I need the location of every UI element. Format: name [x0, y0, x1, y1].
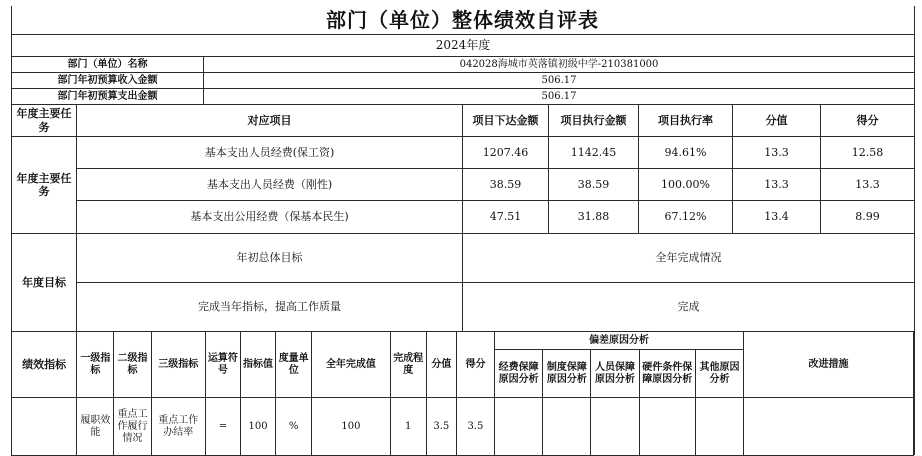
level3-header: 三级指标: [151, 332, 205, 398]
indicator-dev-system: [543, 398, 591, 456]
task-rate: 67.12%: [639, 201, 733, 234]
tasks-table: [11, 104, 915, 234]
tasks-section-header: 年度主要任务: [12, 105, 77, 137]
ind-score-header: 得分: [456, 332, 494, 398]
actual-header: 全年完成值: [312, 332, 390, 398]
indicator-actual: 100: [312, 398, 390, 456]
unit-name-value: 042028海城市英落镇初级中学-210381000: [204, 57, 915, 73]
indicator-level3: 重点工作办结率: [151, 398, 205, 456]
ind-score-value-header: 分值: [426, 332, 456, 398]
table-row: [12, 201, 915, 234]
completion-value: 完成: [463, 283, 915, 332]
completion-header: 全年完成情况: [463, 234, 915, 283]
rate-header: 项目执行率: [639, 105, 733, 137]
improve-header: 改进措施: [744, 332, 914, 398]
score-value-header: 分值: [733, 105, 821, 137]
indicator-score-value: 3.5: [426, 398, 456, 456]
degree-header: 完成程度: [390, 332, 426, 398]
executed-header: 项目执行金额: [549, 105, 639, 137]
dev-staff-header: 人员保障原因分析: [591, 350, 639, 398]
task-issued: 47.51: [463, 201, 549, 234]
info-table: [11, 34, 915, 105]
task-issued: 38.59: [463, 169, 549, 201]
indicator-operator: =: [205, 398, 240, 456]
unit-name-label: 部门（单位）名称: [12, 57, 204, 73]
task-executed: 1142.45: [549, 137, 639, 169]
indicators-label: 绩效指标: [12, 332, 77, 398]
year-label: 2024年度: [12, 35, 915, 57]
dev-hardware-header: 硬件条件保障原因分析: [639, 350, 695, 398]
task-issued: 1207.46: [463, 137, 549, 169]
tasks-section-label: 年度主要任务: [12, 137, 77, 234]
indicator-dev-hardware: [639, 398, 695, 456]
dev-other-header: 其他原因分析: [695, 350, 743, 398]
task-project: 基本支出公用经费（保基本民生): [77, 201, 463, 234]
deviation-header: 偏差原因分析: [495, 332, 744, 350]
level1-header: 一级指标: [77, 332, 114, 398]
task-rate: 94.61%: [639, 137, 733, 169]
indicator-score: 3.5: [456, 398, 494, 456]
sheet-title: 部门（单位）整体绩效自评表: [11, 6, 914, 35]
issued-header: 项目下达金额: [463, 105, 549, 137]
level2-header: 二级指标: [114, 332, 151, 398]
task-rate: 100.00%: [639, 169, 733, 201]
operator-header: 运算符号: [205, 332, 240, 398]
goals-label: 年度目标: [12, 234, 77, 332]
indicator-improve: [744, 398, 914, 456]
task-executed: 31.88: [549, 201, 639, 234]
table-row: [12, 137, 915, 169]
initial-goal-header: 年初总体目标: [77, 234, 463, 283]
goals-table: [11, 233, 915, 332]
initial-goal-value: 完成当年指标，提高工作质量: [77, 283, 463, 332]
indicator-degree: 1: [390, 398, 426, 456]
project-header: 对应项目: [77, 105, 463, 137]
indicator-spacer: [12, 398, 77, 456]
task-project: 基本支出人员经费(保工资): [77, 137, 463, 169]
task-score-value: 13.3: [733, 137, 821, 169]
indicator-dev-staff: [591, 398, 639, 456]
dev-funding-header: 经费保障原因分析: [495, 350, 543, 398]
indicators-table: [11, 331, 914, 456]
task-executed: 38.59: [549, 169, 639, 201]
indicator-target: 100: [240, 398, 275, 456]
income-value: 506.17: [204, 73, 915, 89]
task-score-value: 13.3: [733, 169, 821, 201]
indicator-dev-other: [695, 398, 743, 456]
table-row: [12, 169, 915, 201]
indicator-dev-funding: [495, 398, 543, 456]
indicator-unit: %: [276, 398, 312, 456]
task-score-value: 13.4: [733, 201, 821, 234]
unit-header: 度量单位: [276, 332, 312, 398]
task-score: 12.58: [821, 137, 915, 169]
indicator-level2: 重点工作履行情况: [114, 398, 151, 456]
dev-system-header: 制度保障原因分析: [543, 350, 591, 398]
expense-value: 506.17: [204, 89, 915, 105]
target-header: 指标值: [240, 332, 275, 398]
task-project: 基本支出人员经费（刚性): [77, 169, 463, 201]
income-label: 部门年初预算收入金额: [12, 73, 204, 89]
indicator-level1: 履职效能: [77, 398, 114, 456]
score-header: 得分: [821, 105, 915, 137]
task-score: 13.3: [821, 169, 915, 201]
table-row: [12, 398, 914, 456]
expense-label: 部门年初预算支出金额: [12, 89, 204, 105]
task-score: 8.99: [821, 201, 915, 234]
